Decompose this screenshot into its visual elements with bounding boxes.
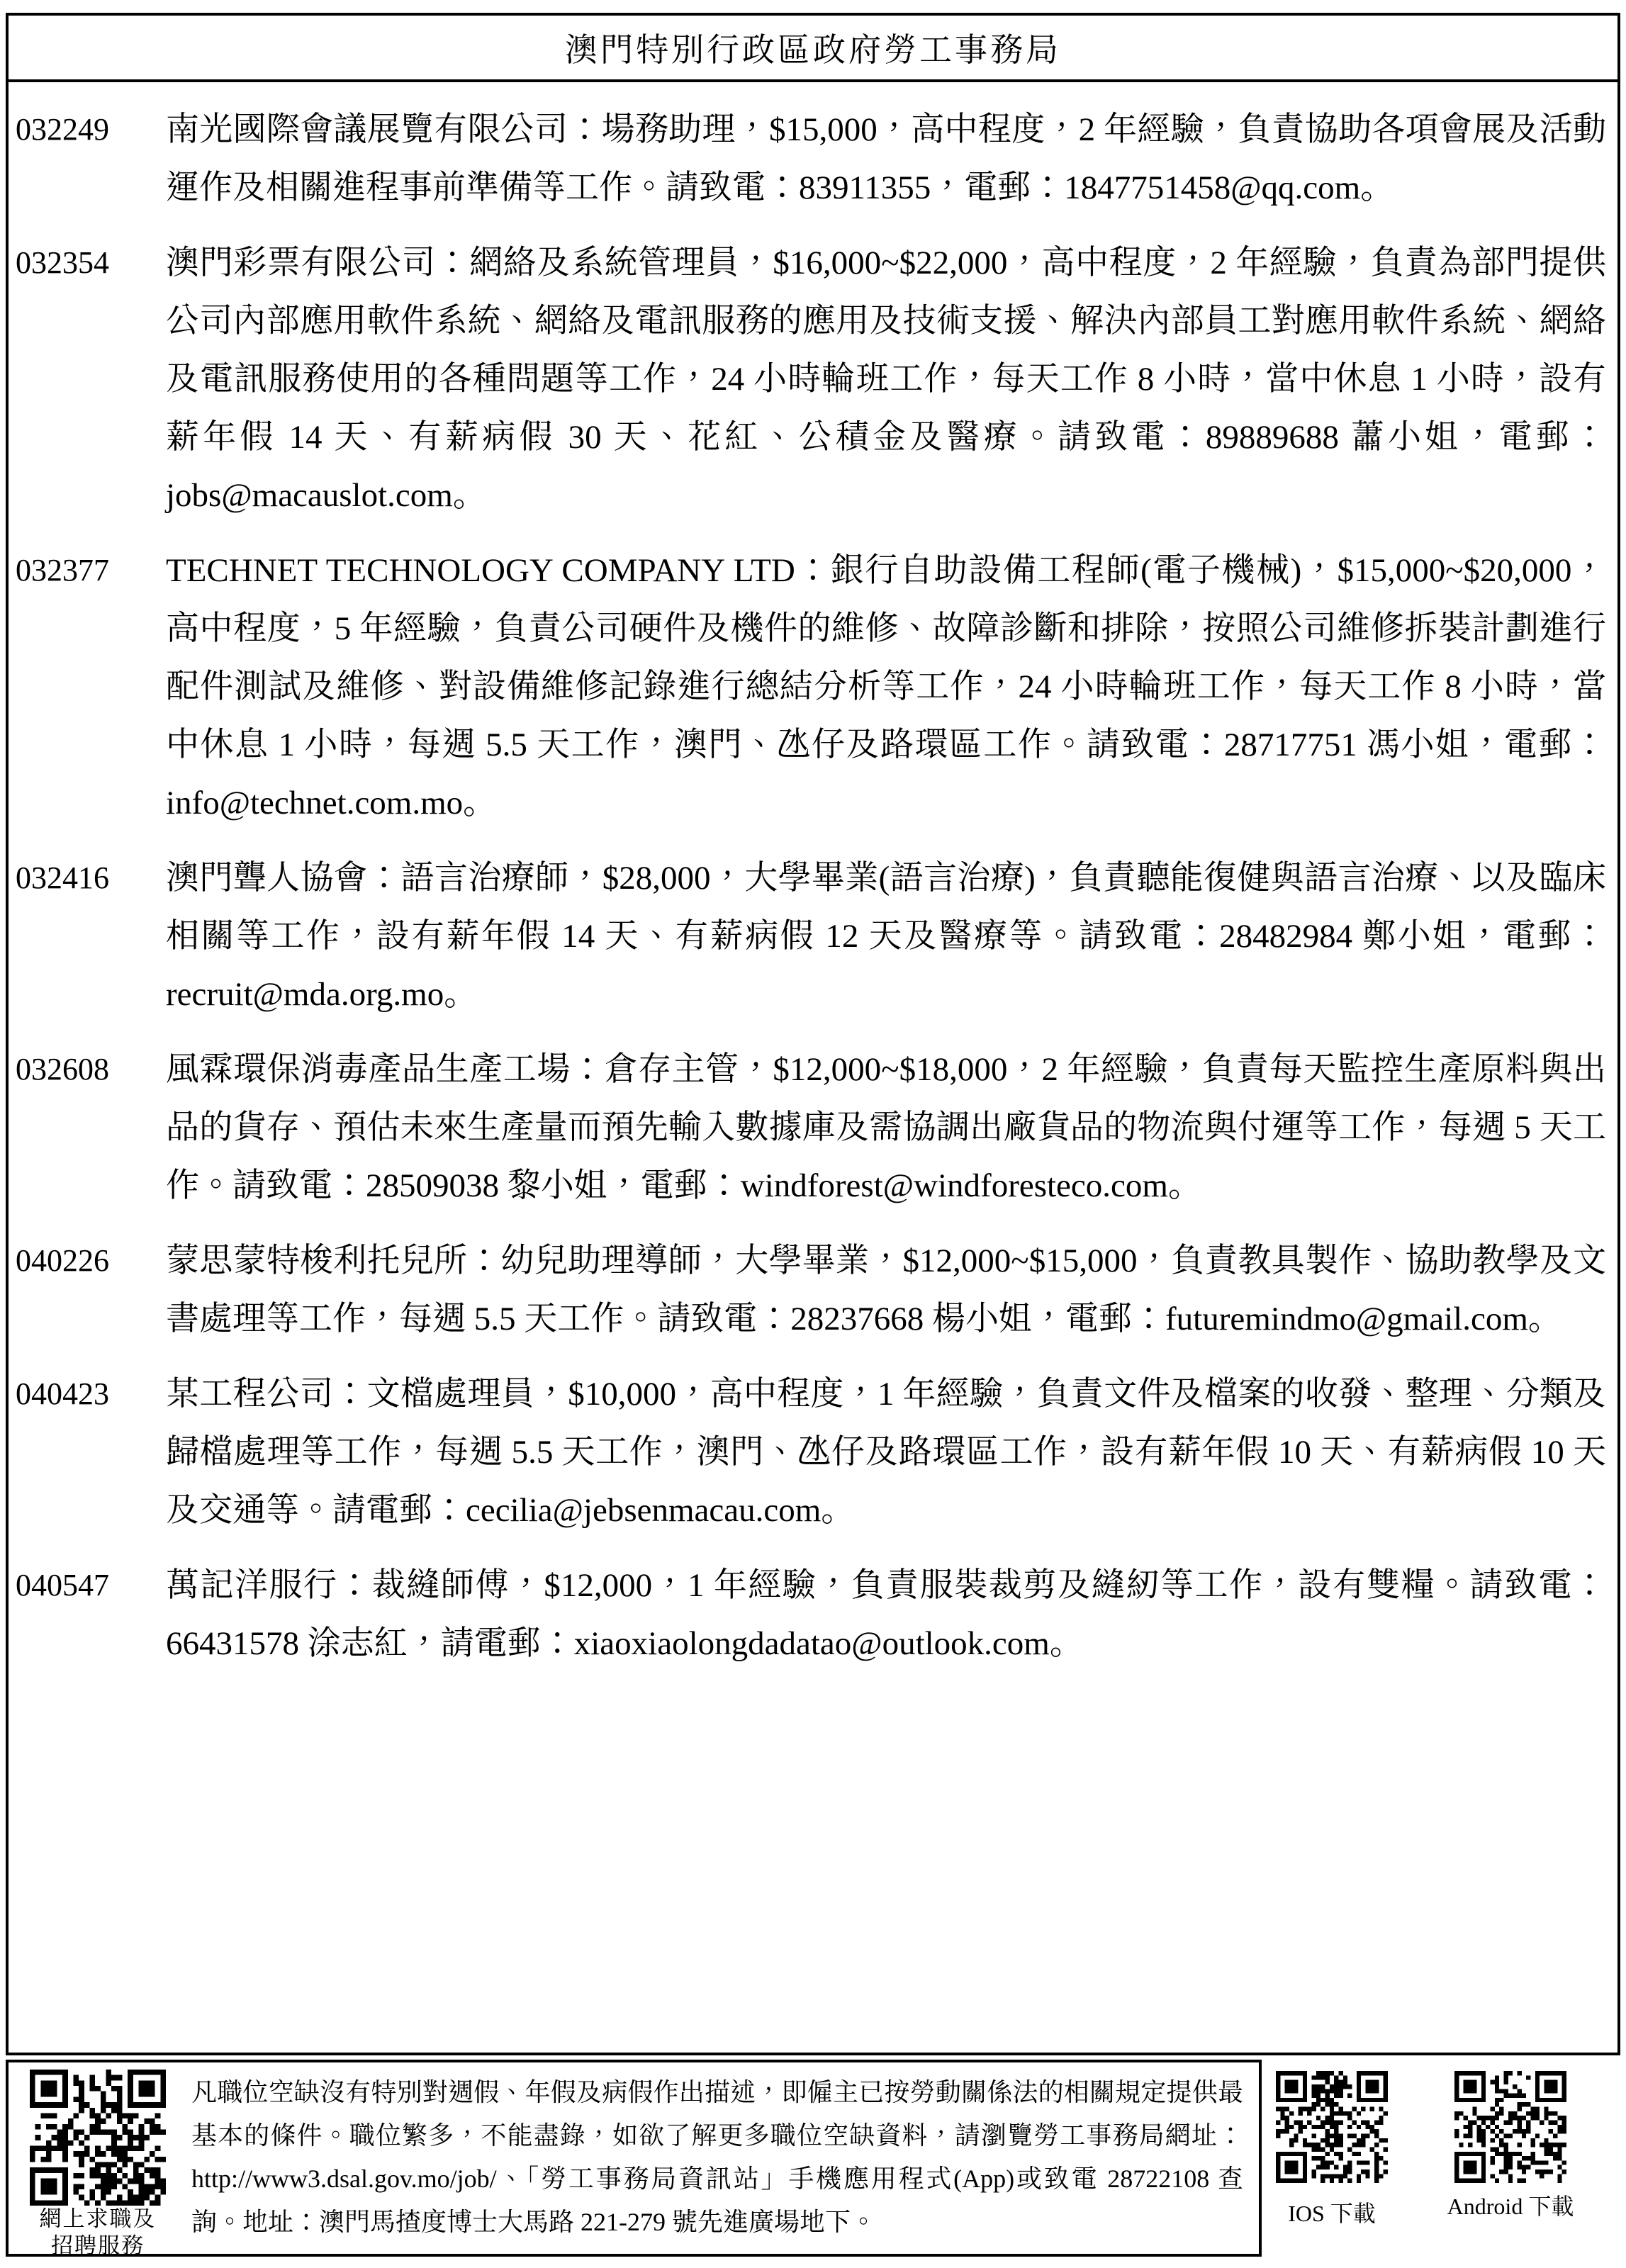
job-listing-row	[9, 101, 1617, 217]
job-listing-row	[9, 1232, 1617, 1348]
job-description: TECHNET TECHNOLOGY COMPANY LTD：銀行自助設備工程師(電子機械)，$15,000~$20,000，高中程度，5 年經驗，負責公司硬件及機件的維修、故障診斷和排除，按照公司維修拆裝計劃進行配件測試及維修、對設備維修記錄進行總結分析等工作，24 小時輪班工作，每天工作 8 小時，當中休息 1 小時，每週 5.5 天工作，澳門、氹仔及路環區工作。請致電：28717751 馮小姐，電郵：info@technet.com.mo。	[166, 552, 1606, 821]
qr-code-icon	[1454, 2071, 1566, 2183]
job-id: 032354	[16, 245, 109, 280]
ios-download-label: IOS 下載	[1288, 2201, 1376, 2226]
job-description: 南光國際會議展覽有限公司：場務助理，$15,000，高中程度，2 年經驗，負責協助各項會展及活動運作及相關進程事前準備等工作。請致電：83911355，電郵：1847751458@qq.com。	[166, 111, 1606, 206]
job-listing-row	[9, 849, 1617, 1023]
job-id: 040423	[16, 1376, 109, 1411]
job-description: 風霖環保消毒產品生產工場：倉存主管，$12,000~$18,000，2 年經驗，負責每天監控生產原料與出品的貨存、預估未來生產量而預先輸入數據庫及需協調出廠貨品的物流與付運等工作，每週 5 天工作。請致電：28509038 黎小姐，電郵：windforest@windforesteco.com。	[166, 1051, 1606, 1204]
page-title: 澳門特別行政區政府勞工事務局	[9, 16, 1617, 82]
job-listing-row	[9, 541, 1617, 832]
job-id: 040547	[16, 1568, 109, 1602]
job-description: 某工程公司：文檔處理員，$10,000，高中程度，1 年經驗，負責文件及檔案的收發、整理、分類及歸檔處理等工作，每週 5.5 天工作，澳門、氹仔及路環區工作，設有薪年假 10 天、有薪病假 10 天及交通等。請電郵：cecilia@jebsenmacau.com。	[166, 1376, 1606, 1529]
job-id: 040226	[16, 1243, 109, 1278]
job-listing-row	[9, 1040, 1617, 1215]
qr-code-icon	[30, 2070, 166, 2206]
job-listing-row	[9, 1556, 1617, 1673]
job-id: 032416	[16, 860, 109, 895]
job-description: 澳門彩票有限公司：網絡及系統管理員，$16,000~$22,000，高中程度，2 年經驗，負責為部門提供公司內部應用軟件系統、網絡及電訊服務的應用及技術支援、解決內部員工對應用軟件系統、網絡及電訊服務使用的各種問題等工作，24 小時輪班工作，每天工作 8 小時，當中休息 1 小時，設有薪年假 14 天、有薪病假 30 天、花紅、公積金及醫療。請致電：89889688 蕭小姐，電郵：jobs@macauslot.com。	[166, 245, 1606, 514]
qr-label-line1: 網上求職及	[39, 2206, 157, 2231]
footer-notice-box	[6, 2060, 1262, 2257]
job-listing-row	[9, 234, 1617, 524]
android-download-label: Android 下載	[1447, 2194, 1574, 2219]
job-description: 蒙思蒙特梭利托兒所：幼兒助理導師，大學畢業，$12,000~$15,000，負責教具製作、協助教學及文書處理等工作，每週 5.5 天工作。請致電：28237668 楊小姐，電郵：futuremindmo@gmail.com。	[166, 1242, 1606, 1337]
online-job-service-qr-block	[9, 2062, 187, 2258]
qr-code-icon	[1276, 2071, 1388, 2183]
job-description: 萬記洋服行：裁縫師傅，$12,000，1 年經驗，負責服裝裁剪及縫紉等工作，設有雙糧。請致電：66431578 涂志紅，請電郵：xiaoxiaolongdadatao@outlook.com。	[166, 1567, 1606, 1662]
job-listings	[9, 82, 1617, 1673]
job-listing-row	[9, 1365, 1617, 1539]
job-id: 032249	[16, 112, 109, 147]
job-description: 澳門聾人協會：語言治療師，$28,000，大學畢業(語言治療)，負責聽能復健與語言治療、以及臨床相關等工作，設有薪年假 14 天、有薪病假 12 天及醫療等。請致電：28482984 鄭小姐，電郵：recruit@mda.org.mo。	[166, 860, 1606, 1013]
job-id: 032377	[16, 553, 109, 588]
qr-label-line2: 招聘服務	[51, 2233, 145, 2258]
footer-notice-text: 凡職位空缺沒有特別對週假、年假及病假作出描述，即僱主已按勞動關係法的相關規定提供最基本的條件。職位繁多，不能盡錄，如欲了解更多職位空缺資料，請瀏覽勞工事務局網址：http://www3.dsal.gov.mo/job/、「勞工事務局資訊站」手機應用程式(App)或致電 28722108 查詢。地址：澳門馬揸度博士大馬路 221-279 號先進廣場地下。	[191, 2078, 1243, 2236]
job-id: 032608	[16, 1052, 109, 1087]
job-listings-table	[6, 13, 1620, 2055]
